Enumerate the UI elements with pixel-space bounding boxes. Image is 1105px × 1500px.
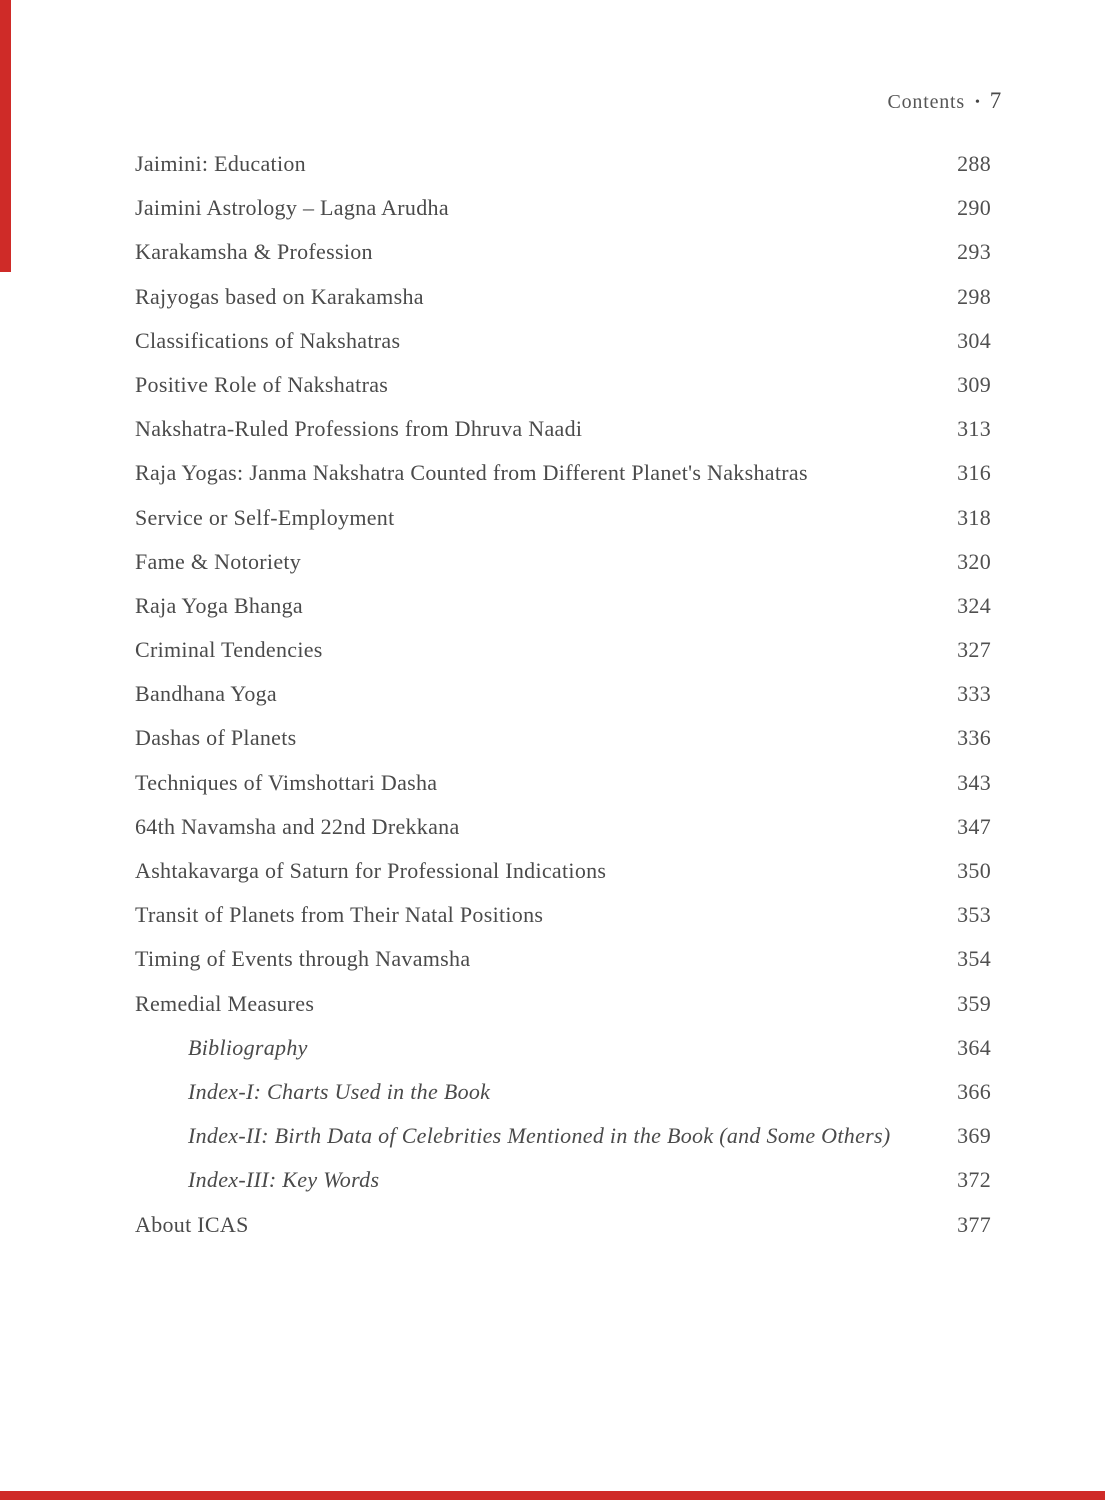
toc-entry-title: Index-II: Birth Data of Celebrities Mentioned in the Book (and Some Others) — [188, 1123, 891, 1149]
toc-entry-title: Timing of Events through Navamsha — [135, 946, 471, 972]
toc-entry-title: Service or Self-Employment — [135, 504, 395, 530]
toc-entry — [135, 239, 991, 283]
toc-entry-page-number: 313 — [957, 416, 991, 442]
toc-entry-title: About ICAS — [135, 1211, 249, 1237]
toc-entry-title: Nakshatra-Ruled Professions from Dhruva Naadi — [135, 416, 583, 442]
toc-entry-page-number: 359 — [957, 990, 991, 1016]
toc-entry-title: Raja Yoga Bhanga — [135, 592, 303, 618]
toc-entry-page-number: 320 — [957, 548, 991, 574]
toc-entry-page-number: 372 — [957, 1167, 991, 1193]
toc-entry — [135, 681, 991, 725]
toc-entry — [135, 1212, 991, 1256]
toc-entry — [135, 416, 991, 460]
toc-entry-title: Bibliography — [188, 1034, 308, 1060]
toc-entry — [135, 505, 991, 549]
toc-entry-page-number: 353 — [957, 902, 991, 928]
toc-entry-page-number: 290 — [957, 195, 991, 221]
toc-entry — [135, 151, 991, 195]
toc-entry — [135, 1123, 991, 1167]
toc-entry — [135, 1035, 991, 1079]
toc-entry-title: Bandhana Yoga — [135, 681, 278, 707]
toc-entry — [135, 814, 991, 858]
toc-entry-page-number: 336 — [957, 725, 991, 751]
toc-entry — [135, 1079, 991, 1123]
toc-entry-page-number: 347 — [957, 813, 991, 839]
toc-entry-page-number: 366 — [957, 1078, 991, 1104]
toc-entry-page-number: 327 — [957, 637, 991, 663]
toc-entry-title: Karakamsha & Profession — [135, 239, 373, 265]
toc-entry — [135, 195, 991, 239]
toc-entry — [135, 991, 991, 1035]
toc-entry-title: Positive Role of Nakshatras — [135, 371, 389, 397]
toc-entry-title: Jaimini: Education — [135, 151, 306, 176]
table-of-contents — [135, 151, 991, 1256]
toc-entry-page-number: 369 — [957, 1123, 991, 1149]
toc-entry — [135, 372, 991, 416]
bullet-separator-icon: • — [974, 95, 981, 110]
toc-entry — [135, 946, 991, 990]
toc-entry — [135, 902, 991, 946]
toc-entry-page-number: 343 — [957, 769, 991, 795]
running-header — [887, 88, 1002, 114]
toc-entry — [135, 770, 991, 814]
toc-entry — [135, 725, 991, 769]
toc-entry — [135, 593, 991, 637]
toc-entry-title: Classifications of Nakshatras — [135, 327, 401, 353]
toc-entry — [135, 858, 991, 902]
toc-entry-page-number: 288 — [957, 151, 991, 176]
toc-entry — [135, 1167, 991, 1211]
toc-entry — [135, 460, 991, 504]
toc-entry-page-number: 324 — [957, 592, 991, 618]
toc-entry-title: Remedial Measures — [135, 990, 315, 1016]
toc-entry-page-number: 309 — [957, 371, 991, 397]
toc-entry — [135, 549, 991, 593]
toc-entry-title: Ashtakavarga of Saturn for Professional Indications — [135, 858, 607, 883]
toc-entry-title: Jaimini Astrology – Lagna Arudha — [135, 195, 449, 221]
toc-entry-page-number: 304 — [957, 327, 991, 353]
toc-entry-page-number: 333 — [957, 681, 991, 707]
toc-entry-page-number: 318 — [957, 504, 991, 530]
toc-entry-page-number: 364 — [957, 1034, 991, 1060]
toc-entry-title: Raja Yogas: Janma Nakshatra Counted from Different Planet's Nakshatras — [135, 460, 808, 486]
running-header-section: Contents — [887, 91, 965, 113]
toc-entry-page-number: 293 — [957, 239, 991, 265]
toc-entry-title: Criminal Tendencies — [135, 637, 323, 663]
running-header-page-number: 7 — [989, 88, 1002, 113]
toc-entry — [135, 284, 991, 328]
book-cover-edge-bottom — [0, 1491, 1105, 1500]
toc-entry-title: Fame & Notoriety — [135, 548, 302, 574]
toc-entry — [135, 637, 991, 681]
toc-entry-title: Techniques of Vimshottari Dasha — [135, 769, 438, 795]
toc-entry-page-number: 316 — [957, 460, 991, 486]
toc-entry-title: 64th Navamsha and 22nd Drekkana — [135, 813, 460, 839]
toc-entry-title: Transit of Planets from Their Natal Positions — [135, 902, 544, 928]
toc-entry-page-number: 298 — [957, 283, 991, 309]
book-cover-edge-left — [0, 0, 11, 272]
toc-entry-page-number: 350 — [957, 858, 991, 883]
toc-entry-title: Dashas of Planets — [135, 725, 297, 751]
toc-entry-page-number: 354 — [957, 946, 991, 972]
toc-entry — [135, 328, 991, 372]
toc-entry-title: Index-I: Charts Used in the Book — [188, 1078, 491, 1104]
toc-entry-title: Index-III: Key Words — [188, 1167, 380, 1193]
toc-entry-page-number: 377 — [957, 1211, 991, 1237]
toc-entry-title: Rajyogas based on Karakamsha — [135, 283, 424, 309]
